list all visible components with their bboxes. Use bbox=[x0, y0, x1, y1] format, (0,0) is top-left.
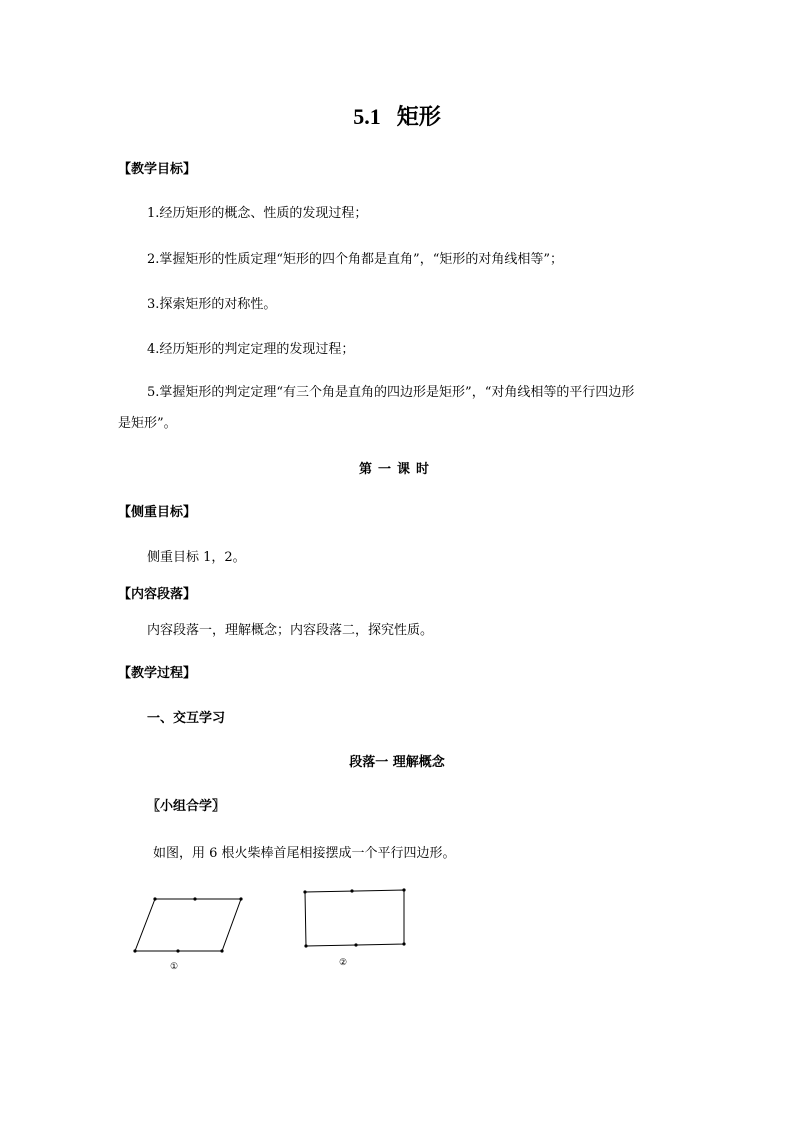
heading-objectives: 【教学目标】 bbox=[118, 162, 197, 177]
objective-1: 1.经历矩形的概念、性质的发现过程； bbox=[147, 206, 368, 221]
group-study-text: 如图，用 6 根火柴棒首尾相接摆成一个平行四边形。 bbox=[153, 846, 456, 861]
focus-text: 侧重目标 1，2。 bbox=[147, 550, 246, 565]
parallelogram-figure bbox=[133, 897, 242, 952]
objective-4: 4.经历矩形的判定定理的发现过程； bbox=[147, 342, 355, 357]
page-title bbox=[0, 100, 794, 131]
heading-focus: 【侧重目标】 bbox=[118, 505, 197, 520]
heading-content: 【内容段落】 bbox=[118, 587, 197, 602]
figure-2-label: ② bbox=[339, 958, 348, 968]
rectangle-figure bbox=[303, 888, 405, 947]
heading-process: 【教学过程】 bbox=[118, 666, 197, 681]
group-study-heading: 〖小组合学〗 bbox=[147, 799, 226, 814]
objective-5: 5.掌握矩形的判定定理“有三个角是直角的四边形是矩形”，“对角线相等的平行四边形 bbox=[147, 385, 635, 400]
objective-3: 3.探索矩形的对称性。 bbox=[147, 297, 277, 312]
objective-5-continued: 是矩形”。 bbox=[118, 416, 177, 431]
lesson-heading: 第一课时 bbox=[358, 462, 435, 477]
step-one: 一、交互学习 bbox=[147, 711, 226, 726]
title-number: 5.1 bbox=[353, 104, 381, 129]
title-text: 矩形 bbox=[396, 104, 441, 130]
paragraph-one-heading: 段落一 理解概念 bbox=[349, 755, 445, 770]
objective-2: 2.掌握矩形的性质定理“矩形的四个角都是直角”，“矩形的对角线相等”； bbox=[147, 252, 563, 267]
content-text: 内容段落一，理解概念；内容段落二，探究性质。 bbox=[147, 623, 434, 638]
figure-1-label: ① bbox=[170, 962, 179, 972]
